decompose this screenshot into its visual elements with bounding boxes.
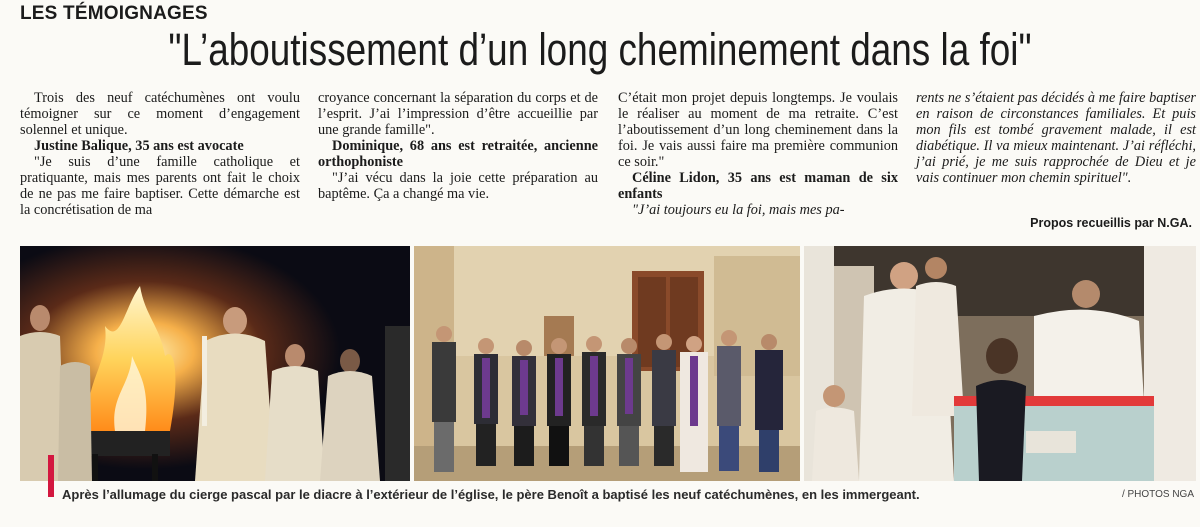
article-column-3 xyxy=(618,90,898,218)
quote-justine-start: "Je suis d’une famille catholique et pratiquante, mais mes parents ont fait le choix de ne pas me faire baptiser. Cette démarche est la concrétisation de ma xyxy=(20,154,300,218)
photo-caption: Après l’allumage du cierge pascal par le diacre à l’extérieur de l’église, le père Benoît a baptisé les neuf catéchumènes, en les immergeant. xyxy=(62,487,920,502)
article-body xyxy=(20,90,1200,240)
caption-accent-bar xyxy=(48,455,54,497)
interview-credit: Propos recueillis par N.GA. xyxy=(1030,216,1192,230)
quote-justine-end: croyance concernant la séparation du corps et de l’esprit. J’ai l’impression d’être accueillie par une grande famille". xyxy=(318,90,598,138)
quote-celine-start-text: "J’ai toujours eu la foi, mais mes pa- xyxy=(632,202,845,218)
photo-fire-ceremony xyxy=(20,246,410,481)
article-column-1 xyxy=(20,90,300,218)
article-column-2 xyxy=(318,90,598,202)
photo-baptism-immersion xyxy=(804,246,1196,481)
quote-celine-end-text: rents ne s’étaient pas décidés à me faire baptiser en raison de circonstances familiales. Et puis mon fils est tombé gravement malade, il est diabétique. Il va mieux maintenant. J’ai réfléchi, j’ai prié, je me suis rapprochée de Dieu et je vais continuer mon chemin spirituel". xyxy=(916,90,1196,186)
witness-name-justine: Justine Balique, 35 ans est avocate xyxy=(34,138,244,154)
witness-name-celine: Céline Lidon, 35 ans est maman de six enfants xyxy=(618,170,898,202)
section-label: LES TÉMOIGNAGES xyxy=(20,3,208,24)
intro-paragraph: Trois des neuf catéchumènes ont voulu témoigner sur ce moment d’engagement solennel et unique. xyxy=(20,90,300,138)
quote-dominique-end: C’était mon projet depuis longtemps. Je voulais le réaliser au moment de ma retraite. C’est l’aboutissement d’un long cheminement dans la foi. Je vais aussi faire ma première communion ce soir." xyxy=(618,90,898,170)
quote-dominique-start: "J’ai vécu dans la joie cette préparation au baptême. Ça a changé ma vie. xyxy=(318,170,598,202)
quote-celine-start xyxy=(618,202,898,218)
headline: "L’aboutissement d’un long cheminement dans la foi" xyxy=(168,24,1032,75)
quote-celine-end xyxy=(916,90,1196,186)
photo-group-church xyxy=(414,246,800,481)
photos-credit: / PHOTOS NGA xyxy=(1121,489,1194,500)
article-column-4 xyxy=(916,90,1196,186)
witness-name-dominique: Dominique, 68 ans est retraitée, ancienne orthophoniste xyxy=(318,138,598,170)
